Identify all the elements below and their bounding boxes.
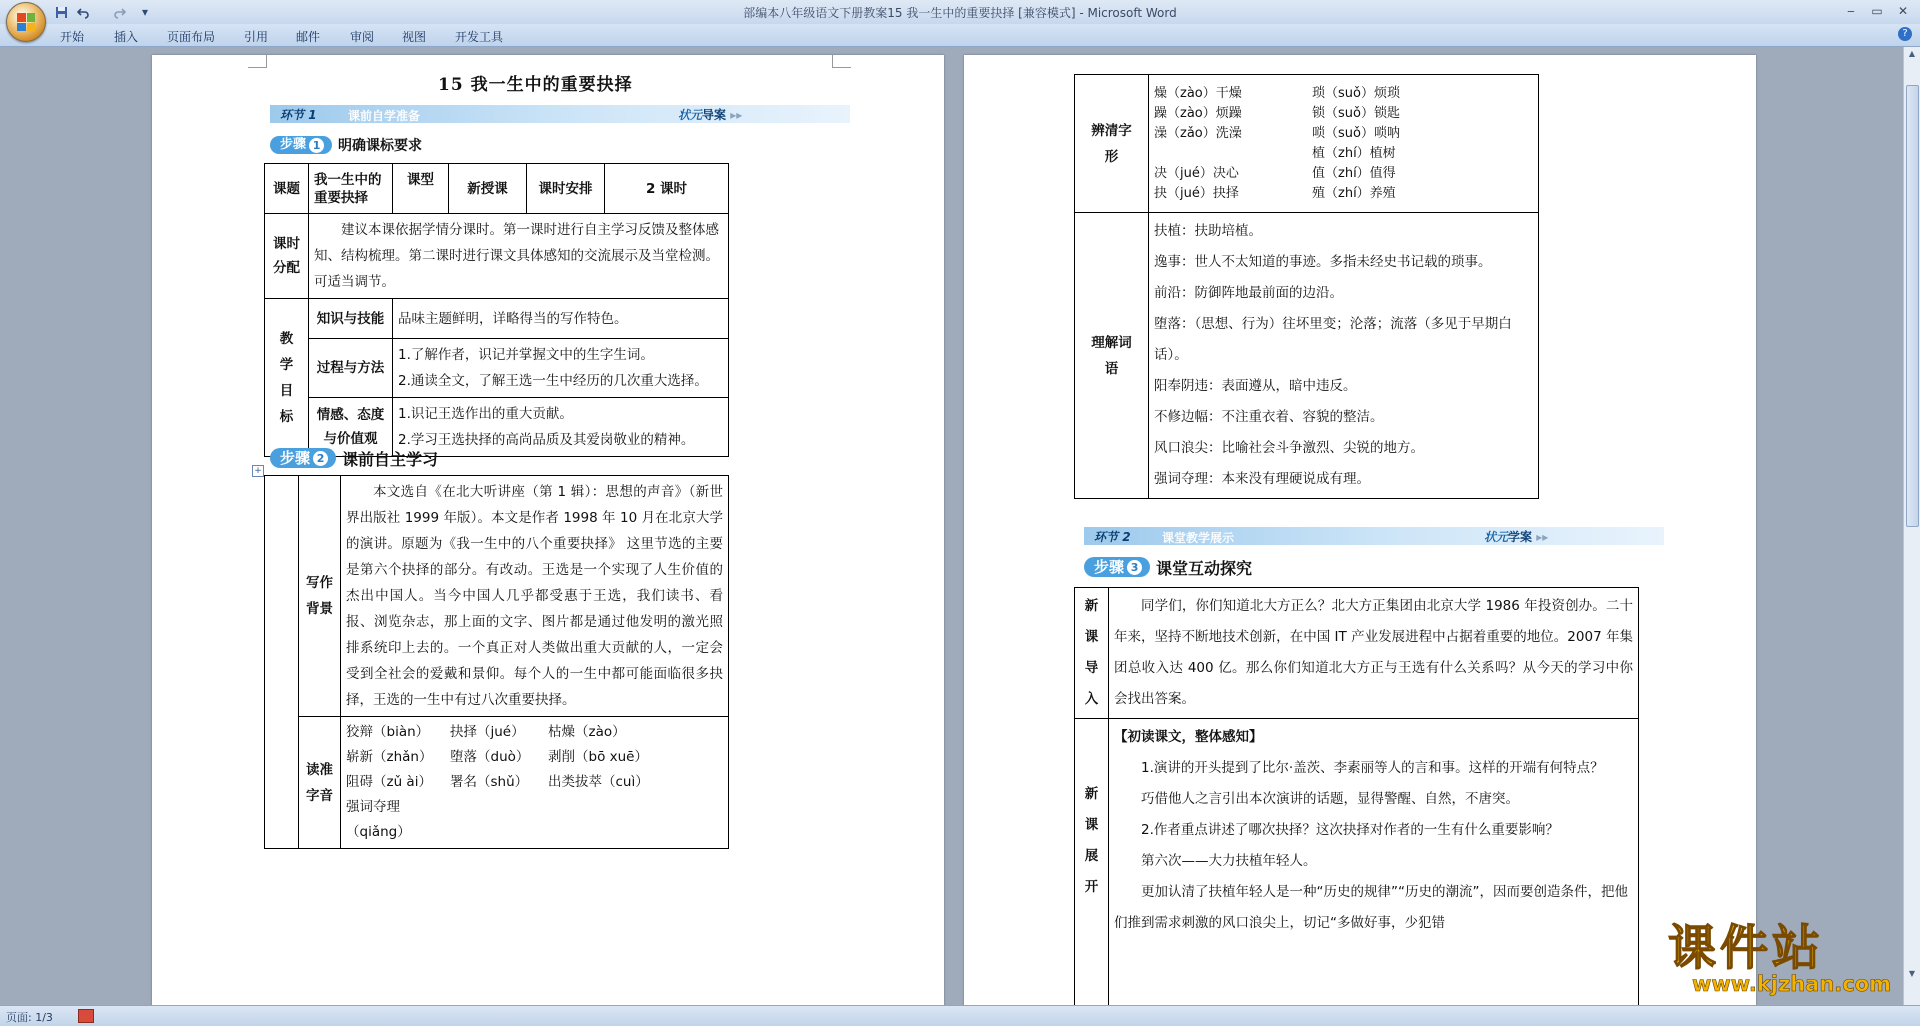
pronunciation-item: 崭新（zhǎn） (346, 749, 433, 765)
watermark-title: 课件站 (1668, 920, 1825, 976)
page-1 (152, 55, 944, 1005)
question-1: 1.演讲的开头提到了比尔·盖茨、李素丽等人的言和事。这样的开端有何特点？ (1141, 760, 1604, 776)
step-label: 明确课标要求 (338, 138, 423, 154)
tab-mailings[interactable]: 邮件 (296, 30, 321, 44)
step-1-heading (270, 135, 422, 155)
word-definition: 逸事：世人不太知道的事迹。多指未经史书记载的琐事。 (1154, 254, 1492, 270)
word-definition: 扶植：扶助培植。 (1154, 223, 1262, 239)
document-area (0, 47, 1904, 1005)
tab-developer[interactable]: 开发工具 (455, 30, 504, 44)
word-definition: 风口浪尖：比喻社会斗争激烈、尖锐的地方。 (1154, 440, 1424, 456)
glyph-item (1154, 144, 1312, 164)
glyph-item: 决（jué）决心 (1154, 165, 1239, 181)
margin-corner-mark (832, 55, 851, 68)
scroll-down-icon[interactable]: ▼ (1908, 969, 1916, 978)
pronunciation-item: 署名（shǔ） (450, 774, 529, 790)
step-badge: 步骤 2 (270, 448, 336, 468)
table-move-handle[interactable]: + (252, 465, 264, 477)
maximize-button[interactable]: ▭ (1871, 4, 1883, 18)
pronunciation-item: 强词夺理（qiǎng） (346, 799, 411, 840)
banner-title: 课堂教学展示 (1162, 531, 1235, 545)
prestudy-table (264, 475, 729, 849)
margin-corner-mark (248, 55, 267, 68)
cell-glyph-label: 辨清字形 (1075, 75, 1149, 213)
cell-type-value: 新授课 (449, 164, 527, 214)
tab-review[interactable]: 审阅 (350, 30, 375, 44)
cell-process-label: 过程与方法 (309, 339, 393, 398)
cell-process-text (393, 339, 729, 398)
minimize-button[interactable]: ‒ (1847, 4, 1855, 18)
pronunciation-grid (346, 720, 723, 845)
glyph-item: 躁（zào）烦躁 (1154, 105, 1242, 121)
pronunciation-item: 抉择（jué） (450, 724, 525, 740)
watermark-logo (1668, 922, 1891, 994)
tab-insert[interactable]: 插入 (114, 30, 139, 44)
document-title: 15 我一生中的重要抉择 (438, 75, 633, 95)
word-definition: 不修边幅：不注重衣着、容貌的整洁。 (1154, 409, 1384, 425)
cell-hours-value: 2 课时 (605, 164, 729, 214)
step-badge: 步骤 1 (270, 136, 332, 154)
section-banner-2 (1084, 527, 1664, 545)
cell-topic-value: 我一生中的重要抉择 (309, 164, 393, 214)
pronunciation-item: 枯燥（zào） (548, 724, 626, 740)
tab-view[interactable]: 视图 (402, 30, 427, 44)
window-title: 部编本八年级语文下册教案15 我一生中的重要抉择 [兼容模式] - Microsoft Word (743, 6, 1177, 20)
cell-schedule-text: 建议本课依据学情分课时。第一课时进行自主学习反馈及整体感知、结构梳理。第二课时进行课文具体感知的交流展示及当堂检测。可适当调节。 (309, 214, 729, 299)
course-table (264, 163, 729, 457)
status-bar (0, 1005, 1920, 1026)
cell-type-label: 课型 (393, 164, 449, 214)
banner-label: 环节 2 (1094, 530, 1131, 544)
office-logo-icon (17, 13, 35, 31)
answer-3: 更加认清了扶植年轻人是一种“历史的规律”“历史的潮流”，因而要创造条件，把他们推到需求刺激的风口浪尖上，切记“多做好事，少犯错 (1114, 884, 1628, 931)
glyph-item: 值（zhí）值得 (1312, 165, 1396, 181)
glyph-item: 燥（zào）干燥 (1154, 85, 1242, 101)
cell-hours-label: 课时安排 (527, 164, 605, 214)
section-banner-1 (270, 105, 850, 123)
customize-quick-access-button[interactable]: ▾ (141, 5, 149, 19)
pronunciation-item: 剥削（bō xuē） (548, 749, 648, 765)
cell-develop-label: 新课展开 (1075, 719, 1109, 1006)
glyph-item: 殖（zhí）养殖 (1312, 185, 1396, 201)
emotion-item-1: 1.识记王选作出的重大贡献。 (398, 406, 573, 422)
step-2-heading (270, 448, 438, 468)
step-label: 课堂互动探究 (1156, 558, 1253, 578)
page-indicator[interactable]: 页面: 1/3 (6, 1011, 53, 1024)
banner-right: 状元导案 ▸▸ (678, 108, 743, 122)
step-label: 课前自主学习 (342, 449, 439, 469)
glyph-grid (1154, 84, 1533, 204)
word-definition: 堕落：（思想、行为）往坏里变；沦落；流落（多见于早期白话）。 (1154, 316, 1512, 363)
class-activity-table (1074, 587, 1639, 1005)
step-badge: 步骤 3 (1084, 557, 1150, 577)
cell-develop-text (1109, 719, 1639, 1006)
tab-page-layout[interactable]: 页面布局 (167, 30, 216, 44)
banner-right: 状元学案 ▸▸ (1484, 530, 1549, 544)
glyph-item: 澡（zǎo）洗澡 (1154, 125, 1242, 141)
glyph-item: 植（zhí）植树 (1312, 145, 1396, 161)
pronunciation-item: 狡辩（biàn） (346, 724, 430, 740)
close-button[interactable]: ✕ (1897, 4, 1909, 18)
cell-words-list (1149, 213, 1539, 499)
glyph-item: 唢（suǒ）唢呐 (1312, 125, 1400, 141)
cell-emotion-text (393, 398, 729, 457)
word-definition: 强词夺理：本来没有理硬说成有理。 (1154, 471, 1370, 487)
banner-label: 环节 1 (280, 108, 317, 122)
tab-references[interactable]: 引用 (244, 30, 269, 44)
vocabulary-table (1074, 74, 1539, 499)
cell-pronunciation-label: 读准字音 (299, 717, 341, 849)
cell-background-text: 本文选自《在北大听讲座（第 1 辑）：思想的声音》（新世界出版社 1999 年版）。本文是作者 1998 年 10 月在北京大学的演讲。原题为《我一生中的八个重要抉择》 这里节选的主要是第六个抉择的部分。有改动。王选是一个实现了人生价值的杰出中国人。当今中国人几乎都受惠于王选，我们读书、看报、浏览杂志，那上面的文字、图片都是通过他发明的激光照排系统印上去的。一个真正对人类做出重大贡献的人，一定会受到全社会的爱戴和景仰。每个人的一生中都可能面临很多抉择，王选的一生中有过八次重要抉择。 (341, 476, 729, 717)
cell-intro-text: 同学们，你们知道北大方正么？北大方正集团由北京大学 1986 年投资创办。二十年来，坚持不断地技术创新，在中国 IT 产业发展进程中占据着重要的地位。2007 年集团总收入达 400 亿。那么你们知道北大方正与王选有什么关系吗？从今天的学习中你会找出答案。 (1109, 588, 1639, 719)
emotion-item-2: 2.学习王选抉择的高尚品质及其爱岗敬业的精神。 (398, 432, 695, 448)
cell-emotion-label: 情感、态度与价值观 (309, 398, 393, 457)
pronunciation-item: 出类拔萃（cuì） (548, 774, 649, 790)
ribbon-tabs (0, 24, 1920, 47)
tab-home[interactable]: 开始 (60, 30, 85, 44)
vertical-scrollbar[interactable] (1903, 47, 1920, 1005)
cell-schedule-label: 课时分配 (265, 214, 309, 299)
cell-topic-label: 课题 (265, 164, 309, 214)
glyph-item: 琐（suǒ）烦琐 (1312, 85, 1400, 101)
proofing-icon[interactable] (78, 1009, 94, 1023)
cell-knowledge-text: 品味主题鲜明，详略得当的写作特色。 (393, 299, 729, 339)
glyph-item: 抉（jué）抉择 (1154, 185, 1239, 201)
title-bar (0, 0, 1920, 24)
question-2: 2.作者重点讲述了哪次抉择？这次抉择对作者的一生有什么重要影响？ (1141, 822, 1559, 838)
cell-intro-label: 新课导入 (1075, 588, 1109, 719)
cell-glyph-list (1149, 75, 1539, 213)
word-definition: 阳奉阴违：表面遵从，暗中违反。 (1154, 378, 1357, 394)
section-heading: 【初读课文，整体感知】 (1114, 729, 1263, 745)
cell-knowledge-label: 知识与技能 (309, 299, 393, 339)
pronunciation-item: 阻碍（zǔ ài） (346, 774, 432, 790)
empty-cell (265, 476, 299, 849)
glyph-item: 锁（suǒ）锁匙 (1312, 105, 1400, 121)
answer-2: 第六次——大力扶植年轻人。 (1141, 853, 1317, 869)
page-2 (964, 55, 1756, 1005)
banner-title: 课前自学准备 (348, 109, 421, 123)
cell-background-label: 写作背景 (299, 476, 341, 717)
word-definition: 前沿：防御阵地最前面的边沿。 (1154, 285, 1343, 301)
step-3-heading (1084, 557, 1252, 577)
process-item-2: 2.通读全文，了解王选一生中经历的几次重大选择。 (398, 373, 708, 389)
watermark-url: www.kjzhan.com (1692, 972, 1892, 996)
cell-words-label: 理解词语 (1075, 213, 1149, 499)
process-item-1: 1.了解作者，识记并掌握文中的生字生词。 (398, 347, 654, 363)
scroll-thumb[interactable] (1906, 85, 1919, 527)
cell-goals-label: 教学目标 (265, 299, 309, 457)
help-icon[interactable]: ? (1898, 27, 1912, 41)
scroll-up-icon[interactable]: ▲ (1908, 49, 1916, 58)
pronunciation-item: 堕落（duò） (450, 749, 530, 765)
answer-1: 巧借他人之言引出本次演讲的话题，显得警醒、自然，不唐突。 (1141, 791, 1519, 807)
office-button[interactable] (6, 2, 46, 42)
cell-pronunciation-list (341, 717, 729, 849)
